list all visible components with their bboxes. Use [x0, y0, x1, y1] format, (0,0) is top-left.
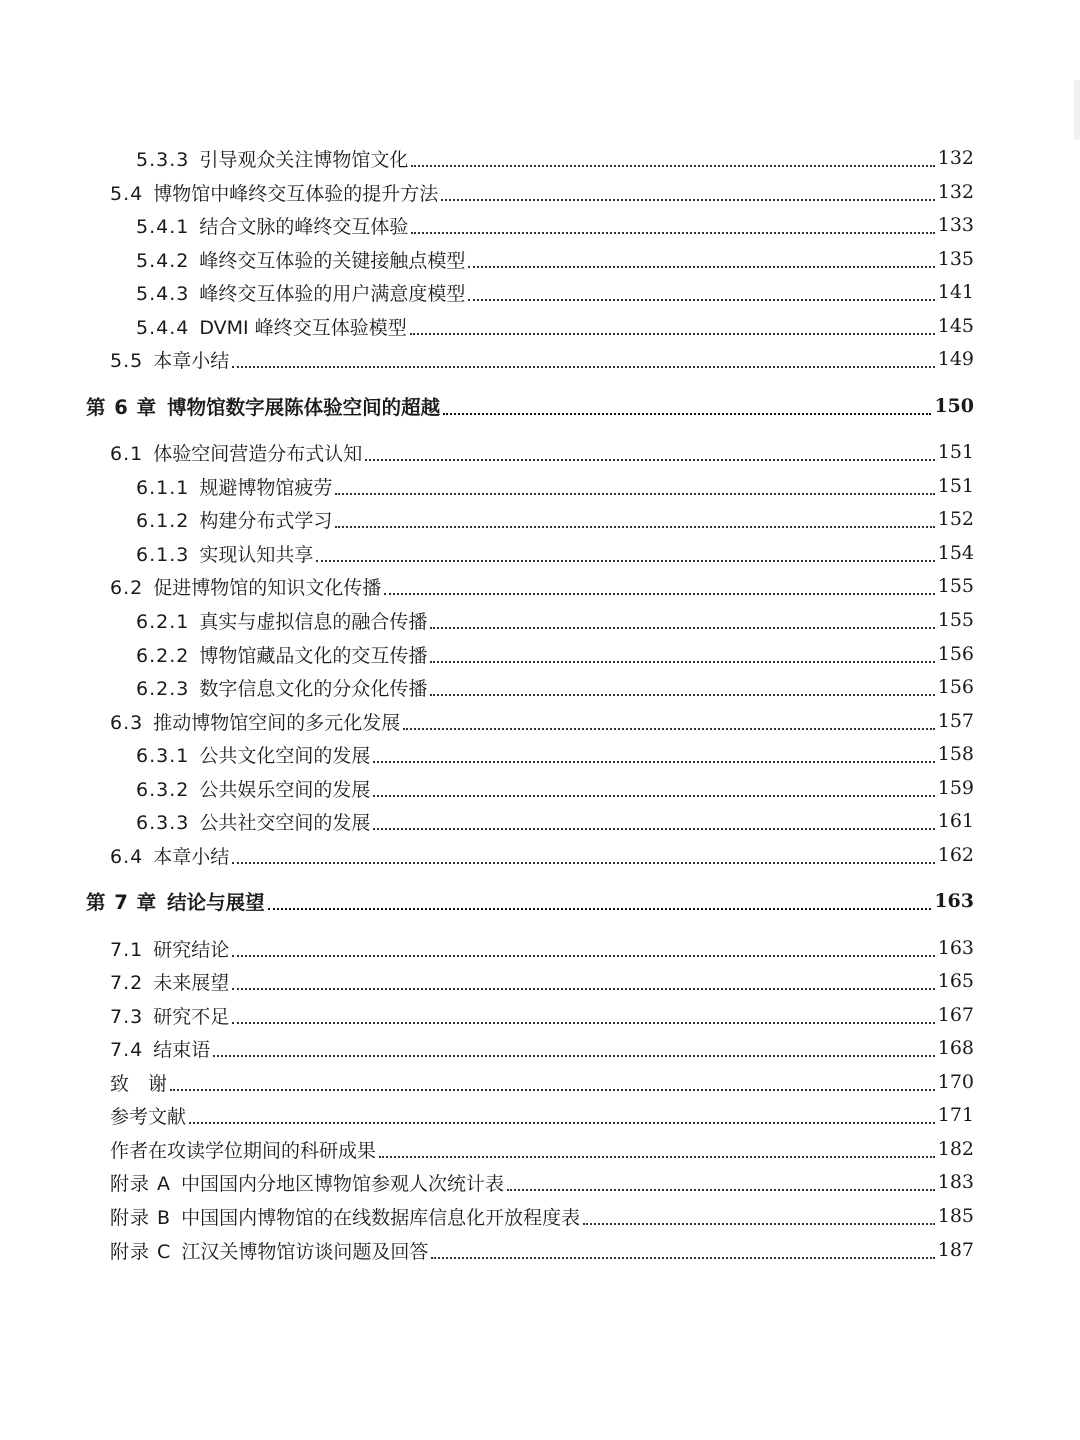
- dot-leader: [373, 794, 934, 797]
- dot-leader: [335, 492, 934, 495]
- toc-entry-number: 5.4: [110, 182, 144, 205]
- toc-entry-page: 151: [937, 475, 974, 497]
- toc-entry-title: 未来展望: [153, 971, 230, 994]
- toc-entry-title: 实现认知共享: [199, 543, 314, 566]
- toc-entry-page: 168: [937, 1037, 974, 1059]
- toc-entry[interactable]: [110, 1235, 974, 1265]
- toc-entry[interactable]: [110, 1100, 974, 1130]
- dot-leader: [213, 1054, 935, 1057]
- toc-entry-page: 159: [937, 777, 974, 799]
- dot-leader: [316, 559, 934, 562]
- toc-entry-page: 182: [937, 1138, 974, 1160]
- toc-entry-number: 6.1.1: [136, 476, 190, 499]
- toc-entry-number: 6.3: [110, 711, 144, 734]
- toc-entry-number: 附录 C: [110, 1240, 172, 1263]
- dot-leader: [384, 592, 935, 595]
- toc-entry-number: 7.1: [110, 938, 144, 961]
- toc-entry-page: 151: [937, 441, 974, 463]
- toc-entry-page: 171: [937, 1104, 974, 1126]
- toc-entry-number: 6.3.1: [136, 744, 190, 767]
- dot-leader: [365, 458, 935, 461]
- toc-entry[interactable]: [136, 538, 974, 568]
- toc-entry-number: 6.4: [110, 845, 144, 868]
- toc-entry-title: 博物馆藏品文化的交互传播: [199, 644, 428, 667]
- toc-entry-page: 165: [937, 970, 974, 992]
- toc-entry-title: 构建分布式学习: [199, 509, 333, 532]
- toc-entry-page: 132: [937, 147, 974, 169]
- toc-entry-page: 156: [937, 643, 974, 665]
- toc-entry-number: 6.2.3: [136, 677, 190, 700]
- toc-entry-number: 5.4.3: [136, 282, 190, 305]
- toc-entry-page: 185: [937, 1205, 974, 1227]
- toc-entry-page: 141: [937, 281, 974, 303]
- toc-entry-title: 公共文化空间的发展: [199, 744, 371, 767]
- toc-entry-page: 167: [937, 1004, 974, 1026]
- toc-entry-page: 155: [937, 575, 974, 597]
- toc-entry-number: 5.4.4: [136, 316, 190, 339]
- dot-leader: [468, 298, 934, 301]
- toc-entry-title: 峰终交互体验的关键接触点模型: [199, 249, 466, 272]
- toc-entry-number: 7.3: [110, 1005, 144, 1028]
- dot-leader: [232, 987, 935, 990]
- toc-entry[interactable]: [110, 1167, 974, 1197]
- toc-entry-title: 规避博物馆疲劳: [199, 476, 333, 499]
- toc-entry-number: 6.1.3: [136, 543, 190, 566]
- toc-entry-page: 145: [937, 315, 974, 337]
- toc-entry-page: 162: [937, 844, 974, 866]
- toc-entry-page: 133: [937, 214, 974, 236]
- toc-entry-title: 参考文献: [110, 1105, 187, 1128]
- toc-entry-page: 154: [937, 542, 974, 564]
- toc-entry[interactable]: [110, 571, 974, 601]
- toc-entry[interactable]: [110, 1134, 974, 1164]
- dot-leader: [268, 907, 932, 910]
- toc-entry-number: 附录 A: [110, 1172, 172, 1195]
- toc-entry-title: 本章小结: [153, 845, 230, 868]
- toc-entry-page: 187: [937, 1239, 974, 1261]
- dot-leader: [468, 265, 934, 268]
- toc-entry-title: 致 谢: [110, 1072, 168, 1095]
- toc-entry-title: DVMI 峰终交互体验模型: [199, 316, 407, 339]
- toc-entry-number: 第 7 章: [86, 891, 158, 914]
- toc-entry-title: 数字信息文化的分众化传播: [199, 677, 428, 700]
- toc-entry-title: 江汉关博物馆访谈问题及回答: [181, 1240, 429, 1263]
- dot-leader: [430, 626, 934, 629]
- dot-leader: [430, 660, 934, 663]
- toc-entry-title: 结合文脉的峰终交互体验: [199, 215, 409, 238]
- dot-leader: [335, 525, 934, 528]
- toc-entry[interactable]: [110, 1201, 974, 1231]
- toc-entry[interactable]: [110, 1000, 974, 1030]
- dot-leader: [443, 412, 931, 415]
- toc-entry[interactable]: [136, 739, 974, 769]
- toc-entry[interactable]: [136, 311, 974, 341]
- toc-entry-title: 推动博物馆空间的多元化发展: [153, 711, 401, 734]
- toc-entry[interactable]: [136, 143, 974, 173]
- toc-entry-page: 183: [937, 1171, 974, 1193]
- toc-entry-title: 研究结论: [153, 938, 230, 961]
- toc-entry-page: 132: [937, 181, 974, 203]
- toc-entry[interactable]: [136, 210, 974, 240]
- toc-entry[interactable]: [110, 706, 974, 736]
- dot-leader: [379, 1155, 935, 1158]
- toc-entry-number: 6.2.2: [136, 644, 190, 667]
- dot-leader: [373, 760, 934, 763]
- toc-entry[interactable]: [110, 177, 974, 207]
- toc-entry-number: 7.2: [110, 971, 144, 994]
- toc-entry-page: 157: [937, 710, 974, 732]
- toc-entry-page: 163: [937, 937, 974, 959]
- toc-entry[interactable]: [136, 244, 974, 274]
- dot-leader: [583, 1222, 935, 1225]
- toc-entry[interactable]: [110, 1033, 974, 1063]
- toc-entry-number: 6.3.2: [136, 778, 190, 801]
- toc-entry-number: 6.1.2: [136, 509, 190, 532]
- toc-entry-number: 第 6 章: [86, 396, 158, 419]
- toc-entry-page: 156: [937, 676, 974, 698]
- toc-entry-page: 149: [937, 348, 974, 370]
- toc-entry-number: 6.2.1: [136, 610, 190, 633]
- toc-entry-page: 155: [937, 609, 974, 631]
- toc-entry[interactable]: [136, 806, 974, 836]
- toc-entry[interactable]: [110, 966, 974, 996]
- toc-chapter-entry[interactable]: [86, 391, 974, 421]
- toc-entry-number: 5.4.1: [136, 215, 190, 238]
- toc-entry-title: 结论与展望: [167, 891, 265, 914]
- toc-entry[interactable]: [110, 933, 974, 963]
- toc-entry[interactable]: [136, 504, 974, 534]
- toc-entry-title: 研究不足: [153, 1005, 230, 1028]
- toc-entry-title: 促进博物馆的知识文化传播: [153, 576, 382, 599]
- toc-entry[interactable]: [110, 840, 974, 870]
- toc-entry[interactable]: [136, 471, 974, 501]
- toc-chapter-entry[interactable]: [86, 886, 974, 916]
- toc-entry-number: 5.5: [110, 349, 144, 372]
- dot-leader: [431, 1256, 934, 1259]
- toc-entry[interactable]: [136, 639, 974, 669]
- toc-entry[interactable]: [136, 277, 974, 307]
- toc-entry[interactable]: [136, 773, 974, 803]
- toc-entry-number: 5.4.2: [136, 249, 190, 272]
- toc-entry-title: 峰终交互体验的用户满意度模型: [199, 282, 466, 305]
- dot-leader: [441, 198, 935, 201]
- toc-entry-page: 161: [937, 810, 974, 832]
- toc-entry[interactable]: [136, 672, 974, 702]
- toc-entry-number: 7.4: [110, 1038, 144, 1061]
- toc-entry[interactable]: [110, 1067, 974, 1097]
- toc-entry-title: 作者在攻读学位期间的科研成果: [110, 1139, 377, 1162]
- dot-leader: [403, 727, 935, 730]
- toc-entry-title: 中国国内博物馆的在线数据库信息化开放程度表: [181, 1206, 581, 1229]
- toc-entry-page: 170: [937, 1071, 974, 1093]
- dot-leader: [232, 365, 935, 368]
- toc-entry[interactable]: [136, 605, 974, 635]
- dot-leader: [232, 861, 935, 864]
- toc-entry-title: 博物馆中峰终交互体验的提升方法: [153, 182, 439, 205]
- dot-leader: [232, 954, 935, 957]
- dot-leader: [411, 231, 934, 234]
- toc-entry-page: 152: [937, 508, 974, 530]
- toc-entry[interactable]: [110, 344, 974, 374]
- page-edge-shadow: [1074, 80, 1080, 140]
- toc-entry-page: 150: [934, 395, 974, 417]
- dot-leader: [411, 164, 934, 167]
- toc-entry-page: 135: [937, 248, 974, 270]
- toc-entry-number: 6.1: [110, 442, 144, 465]
- toc-entry-number: 6.2: [110, 576, 144, 599]
- toc-entry-page: 158: [937, 743, 974, 765]
- dot-leader: [410, 332, 935, 335]
- dot-leader: [189, 1121, 935, 1124]
- toc-entry-title: 结束语: [153, 1038, 211, 1061]
- dot-leader: [170, 1088, 935, 1091]
- toc-entry-title: 引导观众关注博物馆文化: [199, 148, 409, 171]
- toc-entry-title: 公共社交空间的发展: [199, 811, 371, 834]
- toc-entry-page: 163: [934, 890, 974, 912]
- dot-leader: [507, 1188, 935, 1191]
- toc-entry-title: 本章小结: [153, 349, 230, 372]
- toc-entry-title: 真实与虚拟信息的融合传播: [199, 610, 428, 633]
- toc-entry[interactable]: [110, 437, 974, 467]
- toc-entry-number: 5.3.3: [136, 148, 190, 171]
- toc-entry-title: 中国国内分地区博物馆参观人次统计表: [181, 1172, 505, 1195]
- dot-leader: [373, 827, 934, 830]
- dot-leader: [430, 693, 934, 696]
- toc-entry-number: 附录 B: [110, 1206, 172, 1229]
- toc-entry-title: 博物馆数字展陈体验空间的超越: [167, 396, 441, 419]
- dot-leader: [232, 1021, 935, 1024]
- toc-entry-title: 公共娱乐空间的发展: [199, 778, 371, 801]
- toc-entry-title: 体验空间营造分布式认知: [153, 442, 363, 465]
- toc-entry-number: 6.3.3: [136, 811, 190, 834]
